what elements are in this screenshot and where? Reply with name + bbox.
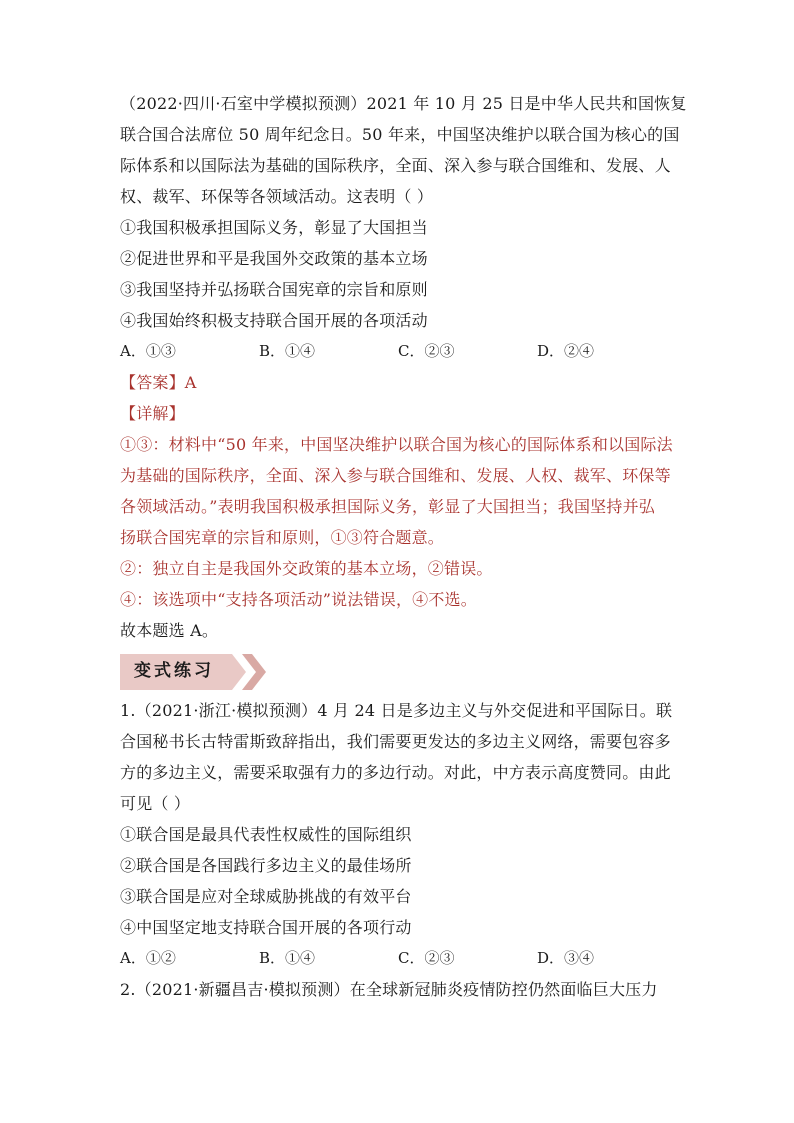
statement-2: ②促进世界和平是我国外交政策的基本立场 (120, 249, 428, 268)
question-line: （2022·四川·石室中学模拟预测）2021 年 10 月 25 日是中华人民共和国恢复 (120, 94, 687, 113)
statement-3: ③联合国是应对全球威胁挑战的有效平台 (120, 887, 412, 906)
question-stem (120, 88, 687, 212)
question-options (120, 336, 676, 367)
statement-1: ①我国积极承担国际义务，彰显了大国担当 (120, 218, 428, 237)
statement-4: ④我国始终积极支持联合国开展的各项活动 (120, 311, 428, 330)
exercise-2-stem (120, 974, 676, 1005)
question-line: 际体系和以国际法为基础的国际秩序，全面、深入参与联合国维和、发展、人 (120, 156, 671, 175)
question-line: 联合国合法席位 50 周年纪念日。50 年来，中国坚决维护以联合国为核心的国 (120, 125, 680, 144)
exercise-line: 1.（2021·浙江·模拟预测）4 月 24 日是多边主义与外交促进和平国际日。联 (120, 701, 673, 720)
statement-1: ①联合国是最具代表性权威性的国际组织 (120, 825, 412, 844)
statement-3: ③我国坚持并弘扬联合国宪章的宗旨和原则 (120, 280, 428, 299)
option-c: C．②③ (398, 949, 455, 967)
explanation-line: ②：独立自主是我国外交政策的基本立场，②错误。 (120, 559, 493, 578)
option-d: D．③④ (537, 949, 595, 967)
explanation-line: ①③：材料中“50 年来，中国坚决维护以联合国为核心的国际体系和以国际法 (120, 435, 673, 454)
explanation-line: 各领域活动。”表明我国积极承担国际义务，彰显了大国担当；我国坚持并弘 (120, 497, 655, 516)
option-a: A．①② (120, 949, 176, 967)
option-b: B．①④ (259, 949, 316, 967)
banner-label: 变式练习 (134, 661, 214, 681)
explanation-line: 扬联合国宪章的宗旨和原则，①③符合题意。 (120, 528, 445, 547)
answer-label: 【答案】A (120, 373, 197, 392)
statement-4: ④中国坚定地支持联合国开展的各项行动 (120, 918, 412, 937)
document-page (120, 88, 687, 1005)
exercise-line: 方的多边主义，需要采取强有力的多边行动。对此，中方表示高度赞同。由此 (120, 763, 671, 782)
explanation-line: 为基础的国际秩序，全面、深入参与联合国维和、发展、人权、裁军、环保等 (120, 466, 671, 485)
explanation-line: ④：该选项中“支持各项活动”说法错误，④不选。 (120, 590, 477, 609)
question-statements (120, 212, 676, 336)
exercise-line: 2.（2021·新疆昌吉·模拟预测）在全球新冠肺炎疫情防控仍然面临巨大压力 (120, 980, 658, 999)
option-b: B．①④ (259, 342, 316, 360)
exercise-line: 可见（ ） (120, 794, 191, 813)
explanation (120, 429, 676, 615)
detail-label: 【详解】 (120, 404, 185, 423)
exercise-line: 合国秘书长古特雷斯致辞指出，我们需要更发达的多边主义网络，需要包容多 (120, 732, 671, 751)
statement-2: ②联合国是各国践行多边主义的最佳场所 (120, 856, 412, 875)
question-line: 权、裁军、环保等各领域活动。这表明（ ） (120, 187, 434, 206)
exercise-1-statements (120, 819, 676, 943)
conclusion: 故本题选 A。 (120, 621, 219, 640)
option-d: D．②④ (537, 342, 595, 360)
option-c: C．②③ (398, 342, 455, 360)
exercise-1-options (120, 943, 676, 974)
option-a: A．①③ (120, 342, 176, 360)
section-banner (120, 652, 676, 692)
exercise-1-stem (120, 695, 676, 819)
